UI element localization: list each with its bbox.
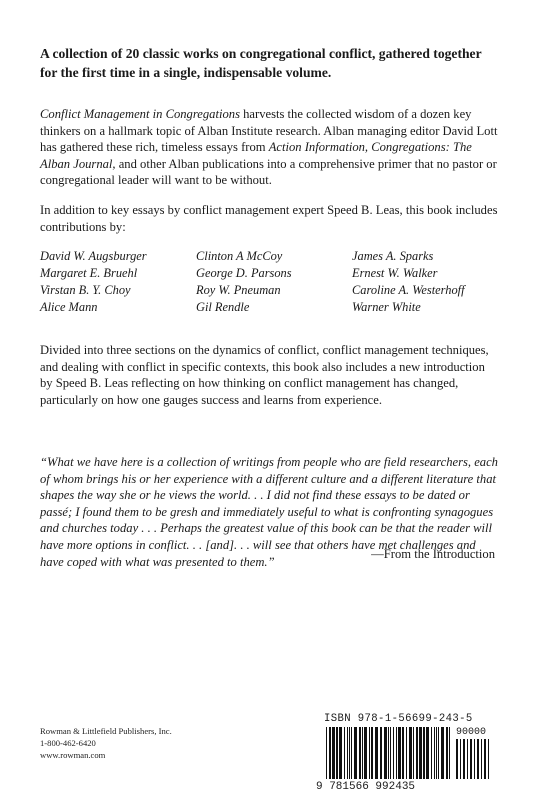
introduction-quote: “What we have here is a collection of writings from people who are field researchers, each of whom brings his or her experience with a different culture and a different literature that shapes the way she or he views the world. . . I did not find these essays to be dated or passé; I found them to be gresh and immediately useful to what is confronting synagogues and churches today . . . Perhaps the greatest value of this book can be that the reader will have more options in conflict. . . [and]. . . will see that others have met challenges and have coped with what was presented to them.”: [40, 455, 498, 569]
barcode-stripe: [354, 727, 357, 779]
barcode-stripe: [434, 727, 435, 779]
price-barcode-stripe: [463, 739, 465, 779]
barcode-stripe: [384, 727, 387, 779]
barcode-stripe: [396, 727, 397, 779]
price-barcode-stripe: [474, 739, 475, 779]
barcode-stripe: [438, 727, 439, 779]
contributors-column-2: [196, 248, 352, 316]
publisher-phone: 1-800-462-6420: [40, 738, 96, 748]
sections-paragraph: Divided into three sections on the dynamics of conflict, conflict management techniques, and dealing with conflict in specific contexts, this book also includes a new introduction by Speed B. Leas reflecting on how thinking on conflict management has changed, particularly on how one gauges success and learns from experience.: [40, 343, 489, 407]
barcode-stripe: [351, 727, 352, 779]
barcode-stripe: [326, 727, 327, 779]
ean-number: 9 781566 992435: [316, 781, 416, 793]
contributor: Ernest W. Walker: [352, 266, 438, 280]
contributors-column-3: [352, 248, 500, 316]
barcode-stripe: [339, 727, 342, 779]
barcode-stripe: [359, 727, 361, 779]
barcode-stripe: [347, 727, 348, 779]
barcode-stripe: [344, 727, 345, 779]
price-code: 90000: [456, 727, 487, 738]
contributors-list: [40, 248, 500, 316]
barcode-stripe: [426, 727, 429, 779]
barcode-stripe: [446, 727, 448, 779]
barcode-stripe: [380, 727, 382, 779]
barcode-stripe: [402, 727, 404, 779]
barcode-stripe: [419, 727, 422, 779]
barcode-stripe: [423, 727, 425, 779]
contributor: James A. Sparks: [352, 249, 434, 263]
barcode-stripe: [436, 727, 437, 779]
contributor: George D. Parsons: [196, 266, 292, 280]
barcode-stripe: [409, 727, 412, 779]
price-barcode-stripe: [456, 739, 458, 779]
barcode-stripe: [398, 727, 401, 779]
barcode-stripe: [332, 727, 335, 779]
price-barcode-stripe: [460, 739, 461, 779]
book-title: Conflict Management in Congregations: [40, 107, 240, 121]
barcode-stripe: [406, 727, 407, 779]
barcode-stripe: [371, 727, 373, 779]
intro-paragraph: [40, 106, 498, 189]
publisher-name: Rowman & Littlefield Publishers, Inc.: [40, 726, 172, 736]
contributor: David W. Augsburger: [40, 249, 147, 263]
price-barcode-stripe: [484, 739, 486, 779]
quote-attribution: —From the Introduction: [371, 547, 495, 561]
publisher-info: [40, 725, 172, 761]
price-barcode-stripe: [470, 739, 472, 779]
headline: A collection of 20 classic works on congregational conflict, gathered together for the first time in a single, indispensable volume.: [40, 46, 482, 80]
barcode-stripe: [375, 727, 378, 779]
price-barcode-stripe: [467, 739, 468, 779]
barcode-stripe: [362, 727, 363, 779]
contributor: Roy W. Pneuman: [196, 283, 281, 297]
contributions-intro: In addition to key essays by conflict management expert Speed B. Leas, this book includes contributions by:: [40, 203, 498, 234]
contributor: Margaret E. Bruehl: [40, 266, 138, 280]
price-barcode-stripe: [481, 739, 482, 779]
barcode-stripe: [416, 727, 418, 779]
price-barcode-stripe: [477, 739, 479, 779]
contributor: Virstan B. Y. Choy: [40, 283, 131, 297]
barcode-stripe: [393, 727, 394, 779]
contributors-column-1: [40, 248, 196, 316]
barcode-stripe: [329, 727, 331, 779]
contributor: Alice Mann: [40, 300, 98, 314]
contributor: Gil Rendle: [196, 300, 250, 314]
barcode-stripe: [349, 727, 350, 779]
barcode-stripe: [441, 727, 444, 779]
isbn-barcode: [316, 713, 494, 799]
price-barcode-stripe: [488, 739, 489, 779]
intro-text-b: and other Alban publications into a comprehensive primer that no pastor or congregational leader will want to be without.: [40, 156, 497, 188]
barcode-stripe: [364, 727, 367, 779]
contributor: Warner White: [352, 300, 421, 314]
source-publications: Action Information, Congregations: The Alban Journal,: [40, 140, 472, 171]
barcode-stripe: [369, 727, 370, 779]
publisher-website: www.rowman.com: [40, 750, 106, 760]
barcode-stripe: [390, 727, 391, 779]
barcode-stripe: [449, 727, 450, 779]
contributor: Clinton A McCoy: [196, 249, 283, 263]
barcode-stripe: [336, 727, 338, 779]
intro-text-a: harvests the collected wisdom of a dozen key thinkers on a hallmark topic of Alban Institute research. Alban managing editor David Lott has gathered these rich, timeless essays from: [40, 107, 498, 155]
contributor: Caroline A. Westerhoff: [352, 283, 465, 297]
barcode-stripe: [413, 727, 414, 779]
barcode-stripe: [431, 727, 432, 779]
isbn-number: ISBN 978-1-56699-243-5: [324, 713, 473, 725]
barcode-stripe: [388, 727, 389, 779]
